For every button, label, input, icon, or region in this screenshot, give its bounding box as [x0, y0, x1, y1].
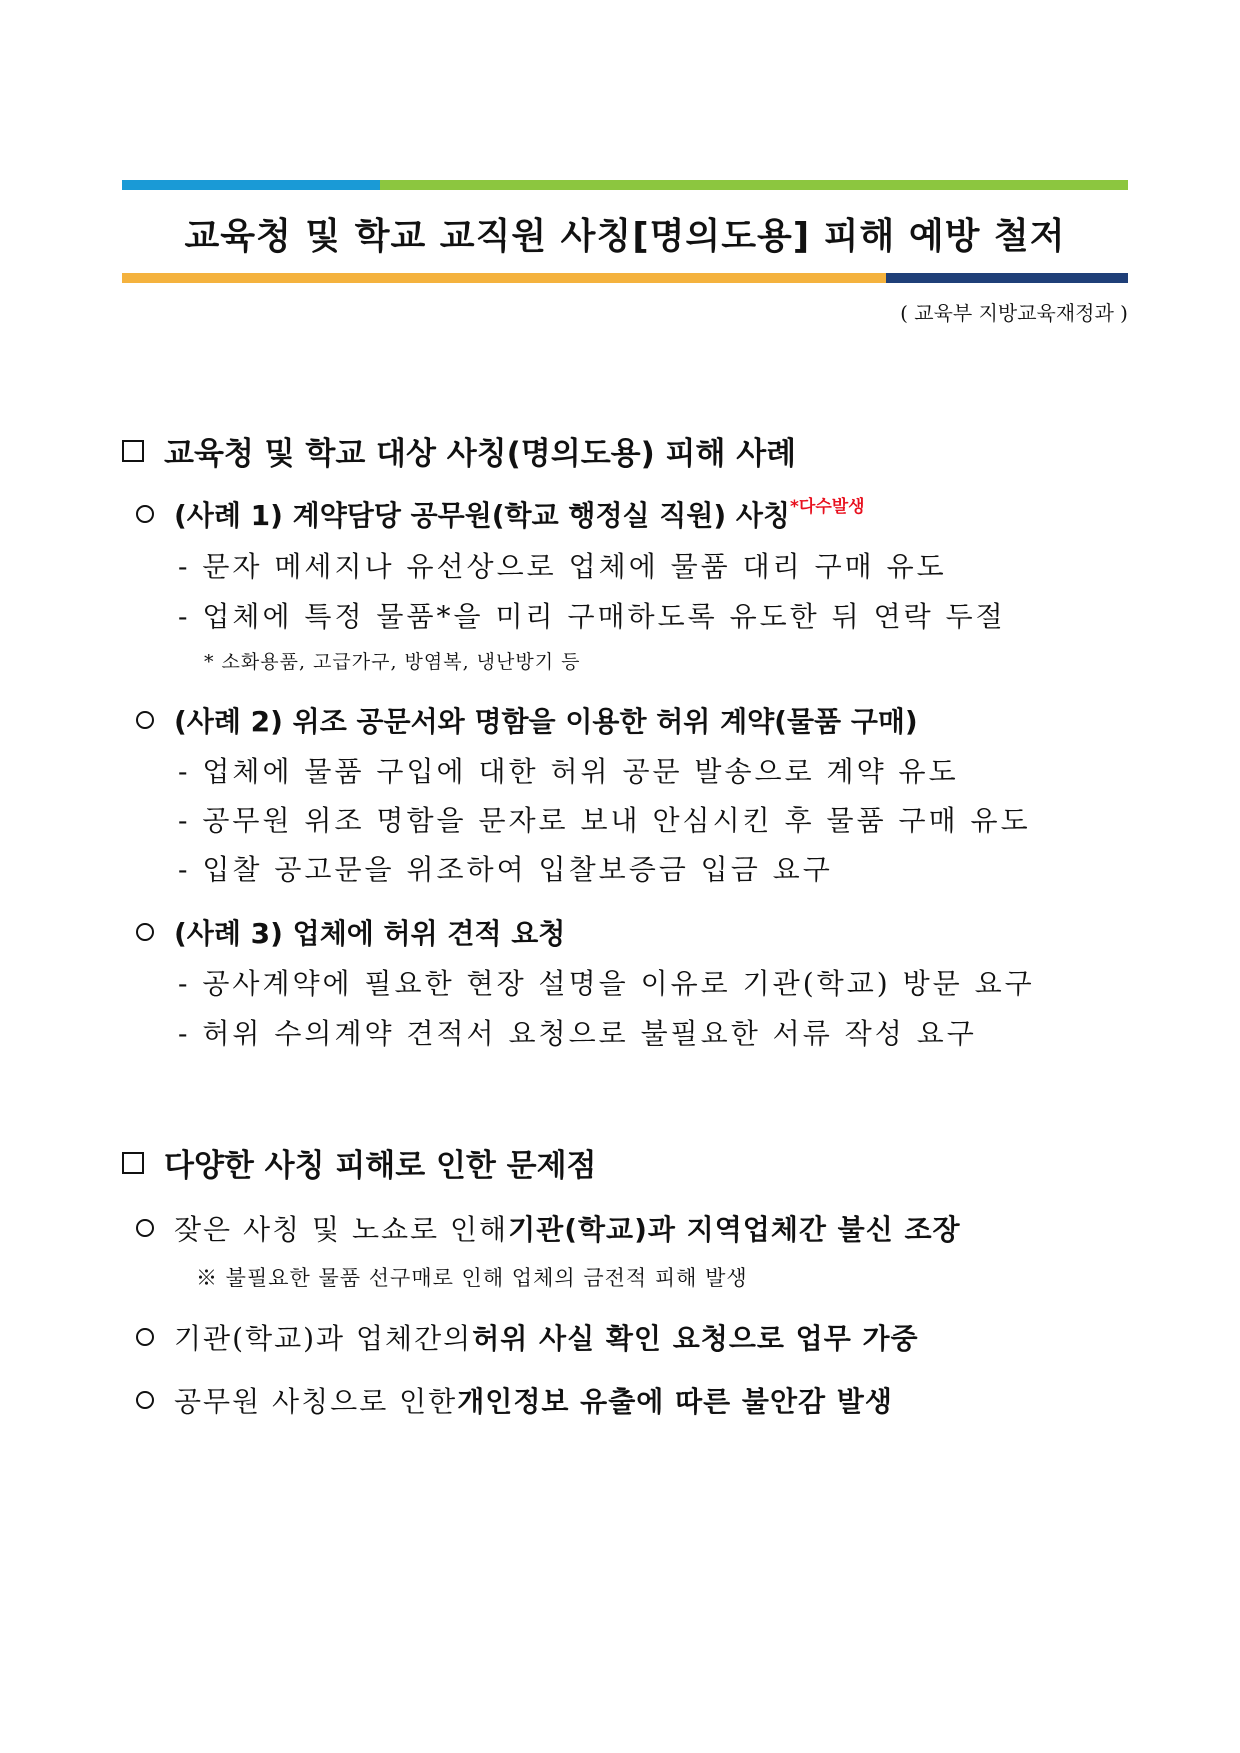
- case-title-text: (사례 3) 업체에 허위 견적 요청: [174, 917, 566, 950]
- bottom-bar-navy: [886, 273, 1128, 283]
- case-2-item-1: - 업체에 물품 구입에 대한 허위 공문 발송으로 계약 유도: [178, 755, 959, 788]
- case-3-title: [136, 912, 565, 952]
- problem-1-plain: 잦은 사칭 및 노쇼로 인해: [174, 1213, 509, 1246]
- circle-bullet-icon: [136, 923, 154, 941]
- frequent-badge: *다수발생: [790, 496, 865, 517]
- case-2-item-3: - 입찰 공고문을 위조하여 입찰보증금 입금 요구: [178, 853, 833, 886]
- section-heading-cases: [122, 428, 796, 473]
- circle-bullet-icon: [136, 711, 154, 729]
- case-1-title: [136, 494, 865, 534]
- section-heading-text: 다양한 사칭 피해로 인한 문제점: [164, 1148, 597, 1184]
- problem-2-plain: 기관(학교)과 업체간의: [174, 1322, 473, 1355]
- circle-bullet-icon: [136, 505, 154, 523]
- section-heading-text: 교육청 및 학교 대상 사칭(명의도용) 피해 사례: [164, 436, 797, 472]
- circle-bullet-icon: [136, 1328, 154, 1346]
- circle-bullet-icon: [136, 1219, 154, 1237]
- problem-1-bold: 기관(학교)과 지역업체간 불신 조장: [508, 1213, 961, 1246]
- checkbox-square-icon: [122, 440, 144, 462]
- case-2-title: [136, 700, 918, 740]
- top-bar-blue: [122, 180, 380, 190]
- problem-1: [136, 1208, 961, 1248]
- problem-2-bold: 허위 사실 확인 요청으로 업무 가중: [472, 1322, 919, 1355]
- case-title-text: (사례 1) 계약담당 공무원(학교 행정실 직원) 사칭: [174, 499, 791, 532]
- checkbox-square-icon: [122, 1152, 144, 1174]
- source-department: ( 교육부 지방교육재정과 ): [900, 301, 1128, 325]
- case-1-item-2: - 업체에 특정 물품*을 미리 구매하도록 유도한 뒤 연락 두절: [178, 600, 1006, 633]
- section-heading-problems: [122, 1140, 596, 1185]
- case-3-item-2: - 허위 수의계약 견적서 요청으로 불필요한 서류 작성 요구: [178, 1017, 977, 1050]
- case-3-item-1: - 공사계약에 필요한 현장 설명을 이유로 기관(학교) 방문 요구: [178, 967, 1035, 1000]
- problem-3-bold: 개인정보 유출에 따른 불안감 발생: [457, 1385, 893, 1418]
- problem-1-note: ※ 불필요한 물품 선구매로 인해 업체의 금전적 피해 발생: [196, 1266, 748, 1290]
- bottom-bar-orange: [122, 273, 886, 283]
- case-1-note: * 소화용품, 고급가구, 방염복, 냉난방기 등: [204, 651, 581, 673]
- case-2-item-2: - 공무원 위조 명함을 문자로 보내 안심시킨 후 물품 구매 유도: [178, 804, 1031, 837]
- case-title-text: (사례 2) 위조 공문서와 명함을 이용한 허위 계약(물품 구매): [174, 705, 918, 738]
- circle-bullet-icon: [136, 1391, 154, 1409]
- problem-3: [136, 1380, 893, 1420]
- top-bar-green: [380, 180, 1128, 190]
- problem-2: [136, 1317, 919, 1357]
- document-title: 교육청 및 학교 교직원 사칭[명의도용] 피해 예방 철저: [184, 216, 1066, 257]
- problem-3-plain: 공무원 사칭으로 인한: [174, 1385, 458, 1418]
- case-1-item-1: - 문자 메세지나 유선상으로 업체에 물품 대리 구매 유도: [178, 550, 947, 583]
